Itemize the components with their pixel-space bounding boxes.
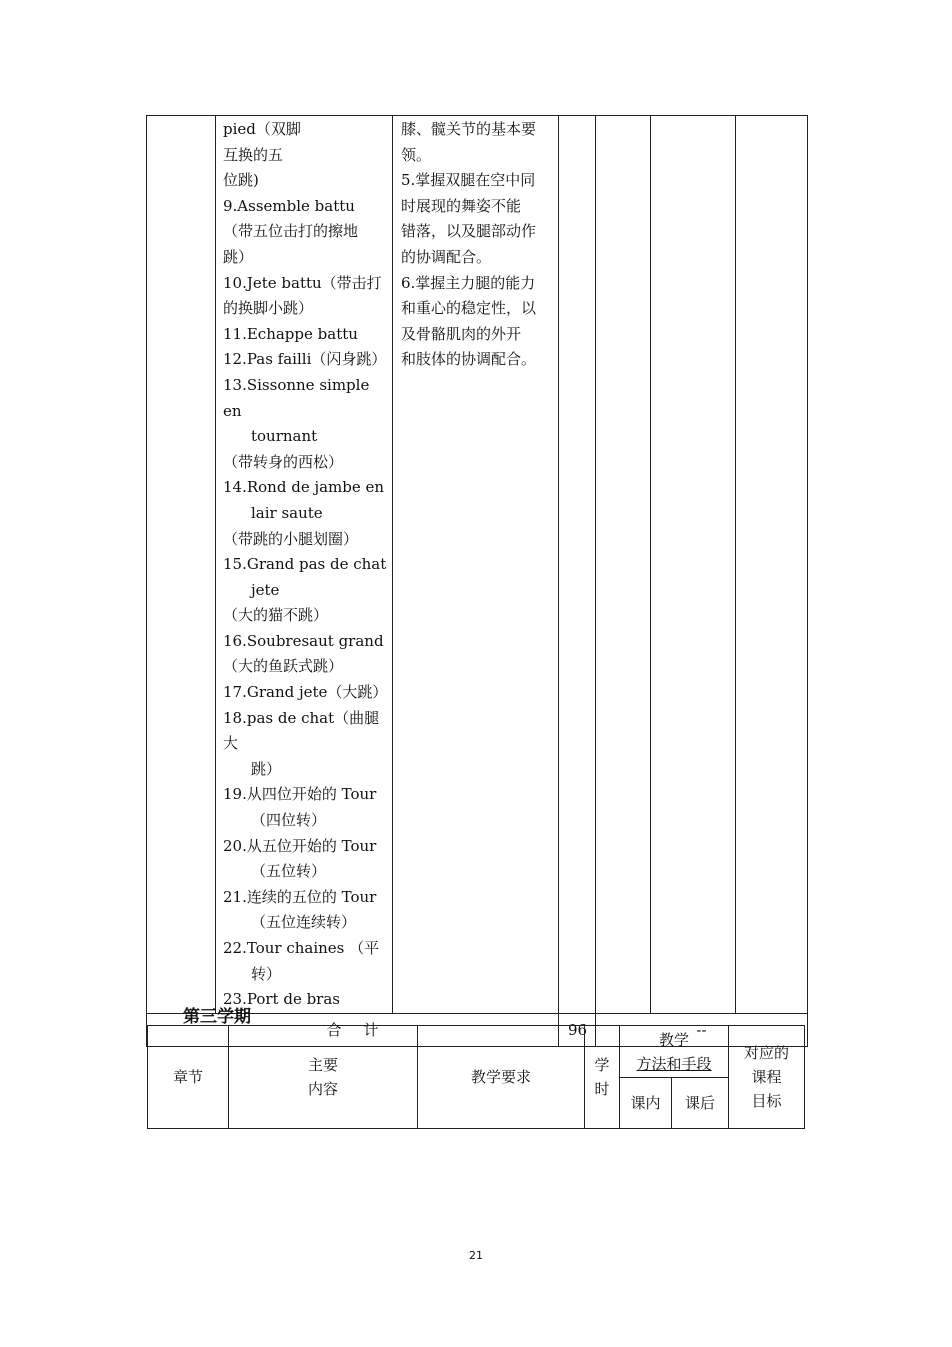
content-line: tournant bbox=[251, 427, 318, 446]
header-main-content-line1: 主要 bbox=[307, 1056, 338, 1074]
content-line: lair saute bbox=[251, 503, 323, 522]
content-line: 19.从四位开始的 Tour bbox=[223, 785, 377, 804]
content-line: 9.Assemble battu bbox=[223, 196, 355, 215]
header-hours-line2: 时 bbox=[594, 1080, 610, 1098]
content-line: （大的猫不跳） bbox=[223, 606, 329, 625]
after-class-cell bbox=[651, 116, 736, 1014]
list-item bbox=[223, 782, 392, 833]
content-line: （带跳的小腿划圈） bbox=[223, 529, 359, 548]
total-hours: 96 bbox=[559, 1013, 596, 1046]
content-line: 17.Grand jete（大跳） bbox=[223, 683, 388, 702]
content-line: （大的鱼跃式跳） bbox=[223, 657, 344, 676]
content-line: 21.连续的五位的 Tour bbox=[223, 887, 377, 906]
header-teaching-requirements: 教学要求 bbox=[418, 1026, 585, 1129]
table-row bbox=[147, 116, 808, 1014]
page-number: 21 bbox=[469, 1249, 483, 1262]
header-method-line2: 方法和手段 bbox=[636, 1054, 712, 1073]
content-line: 18.pas de chat（曲腿大 bbox=[223, 708, 380, 753]
content-line: 位跳) bbox=[223, 171, 259, 190]
semester-title: 第三学期 bbox=[183, 1007, 251, 1027]
requirement-line: 膝、髋关节的基本要 bbox=[401, 120, 537, 138]
content-line: pied（双脚 bbox=[223, 120, 301, 138]
header-objective-line2: 课程 bbox=[751, 1068, 782, 1086]
requirements-list bbox=[393, 116, 558, 373]
requirement-line: 错落，以及腿部动作 bbox=[401, 222, 537, 241]
header-in-class: 课内 bbox=[620, 1078, 672, 1129]
content-line: （带五位击打的擦地 bbox=[223, 222, 359, 241]
content-line: 13.Sissonne simple en bbox=[223, 375, 370, 420]
header-objective-line1: 对应的 bbox=[744, 1044, 790, 1062]
requirements-cell bbox=[393, 116, 559, 1014]
chapter-cell bbox=[147, 116, 216, 1014]
hours-cell bbox=[559, 116, 596, 1014]
list-item bbox=[223, 373, 392, 475]
content-line: 23.Port de bras bbox=[223, 990, 340, 1009]
list-item bbox=[223, 322, 392, 348]
list-item bbox=[223, 194, 392, 271]
content-line: 22.Tour chaines （平 bbox=[223, 939, 380, 957]
requirement-line: 和重心的稳定性，以 bbox=[401, 299, 537, 318]
list-item bbox=[223, 706, 392, 783]
list-item bbox=[223, 885, 392, 936]
content-line: 15.Grand pas de chat bbox=[223, 555, 387, 574]
content-line: （四位转） bbox=[251, 811, 327, 830]
list-item bbox=[223, 680, 392, 706]
list-item bbox=[223, 475, 392, 552]
list-item bbox=[223, 347, 392, 373]
requirement-line: 领。 bbox=[401, 145, 432, 164]
list-item bbox=[223, 936, 392, 987]
content-line: （五位连续转） bbox=[251, 913, 357, 932]
content-line: 11.Echappe battu bbox=[223, 324, 358, 343]
header-objective bbox=[729, 1026, 805, 1129]
header-objective-line3: 目标 bbox=[751, 1092, 782, 1110]
table-row bbox=[148, 1026, 805, 1078]
header-main-content-line2: 内容 bbox=[307, 1080, 338, 1098]
requirement-line: 的协调配合。 bbox=[401, 247, 492, 266]
content-line: 跳） bbox=[251, 759, 282, 778]
content-line: 跳） bbox=[223, 247, 254, 266]
content-line: 互换的五 bbox=[223, 145, 284, 164]
content-line: 14.Rond de jambe en bbox=[223, 478, 385, 497]
header-after-class: 课后 bbox=[672, 1078, 729, 1129]
content-line: 转） bbox=[251, 964, 282, 983]
requirement-line: 5.掌握双腿在空中同 bbox=[401, 171, 536, 190]
requirement-line: 及骨骼肌肉的外开 bbox=[401, 324, 522, 343]
content-list bbox=[216, 116, 392, 1013]
content-line: jete bbox=[251, 580, 280, 599]
total-dash: -- bbox=[596, 1013, 808, 1046]
header-chapter: 章节 bbox=[148, 1026, 229, 1129]
header-method-line1: 教学 bbox=[659, 1030, 690, 1049]
content-line: （五位转） bbox=[251, 862, 327, 881]
total-label: 合计 bbox=[326, 1021, 401, 1040]
main-content-cell bbox=[216, 116, 393, 1014]
requirement-line: 和肢体的协调配合。 bbox=[401, 350, 537, 369]
requirement-line: 6.掌握主力腿的能力 bbox=[401, 273, 536, 292]
list-item bbox=[223, 552, 392, 629]
list-item bbox=[223, 834, 392, 885]
header-method bbox=[620, 1026, 729, 1078]
content-line: 16.Soubresaut grand bbox=[223, 631, 384, 650]
content-line: （带转身的西松） bbox=[223, 452, 344, 471]
requirement-line: 时展现的舞姿不能 bbox=[401, 196, 522, 215]
course-content-table bbox=[146, 115, 808, 1047]
semester-header-table bbox=[147, 1025, 805, 1129]
header-hours-line1: 学 bbox=[594, 1056, 610, 1074]
header-main-content bbox=[229, 1026, 418, 1129]
header-hours bbox=[585, 1026, 620, 1129]
content-line: 10.Jete battu（带击打 bbox=[223, 273, 382, 292]
in-class-cell bbox=[596, 116, 651, 1014]
objective-cell bbox=[736, 116, 808, 1014]
content-line: 20.从五位开始的 Tour bbox=[223, 836, 377, 855]
content-line: 的换脚小跳） bbox=[223, 299, 314, 318]
list-item bbox=[223, 271, 392, 322]
list-item bbox=[223, 629, 392, 680]
list-item bbox=[223, 117, 392, 194]
content-line: 12.Pas failli（闪身跳） bbox=[223, 350, 387, 369]
